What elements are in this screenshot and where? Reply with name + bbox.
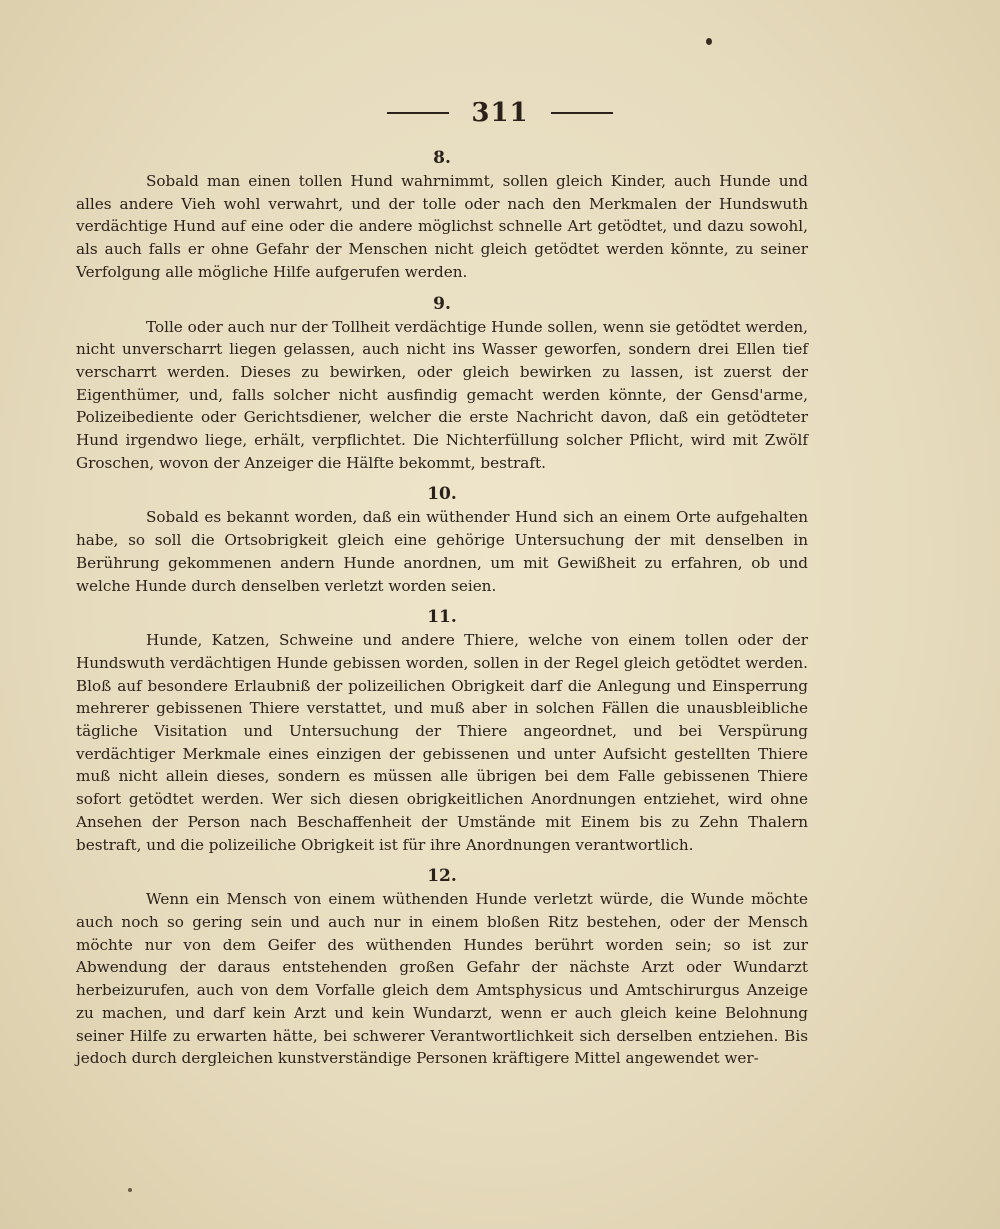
section-text: Hunde, Katzen, Schweine und andere Thiere, welche von einem tollen oder der Hundswuth verdächtigen Hunde gebissen worden, sollen in der Regel gleich getödtet werden. Bloß auf besondere Erlaubniß der polizeilichen Obrigkeit darf die Anlegung und Einsperrung mehrerer gebissenen Thiere verstattet, und muß aber in solchen Fällen die unausbleibliche tägliche Visitation und Untersuchung der Thiere angeordnet, und bei Verspürung verdächtiger Merkmale eines einzigen der gebissenen und unter Aufsicht gestellten Thiere muß nicht allein dieses, sondern es müssen alle übrigen bei dem Falle gebissenen Thiere sofort getödtet werden. Wer sich diesen obrigkeitlichen Anordnungen entziehet, wird ohne Ansehen der Person nach Beschaffenheit der Umstände mit Einem bis zu Zehn Thalern bestraft, und die polizeiliche Obrigkeit ist für ihre Anordnungen verantwortlich.	[76, 631, 808, 854]
section-8	[76, 146, 808, 284]
section-number: 11.	[427, 607, 457, 628]
section-text: Sobald man einen tollen Hund wahrnimmt, sollen gleich Kinder, auch Hunde und alles andere Vieh wohl verwahrt, und der tolle oder nach den Merkmalen der Hundswuth verdächtige Hund auf eine oder die andere möglichst schnelle Art getödtet, und dazu sowohl, als auch falls er ohne Gefahr der Menschen nicht gleich getödtet werden könnte, zu seiner Verfolgung alle mögliche Hilfe aufgerufen werden.	[76, 172, 808, 281]
section-text: Sobald es bekannt worden, daß ein wüthender Hund sich an einem Orte aufgehalten habe, so soll die Ortsobrigkeit gleich eine gehörige Untersuchung der mit denselben in Berührung gekommenen andern Hunde anordnen, um mit Gewißheit zu erfahren, ob und welche Hunde durch denselben verletzt worden seien.	[76, 508, 808, 595]
page-body	[76, 146, 808, 1070]
ink-spot	[128, 1188, 132, 1192]
section-number: 12.	[427, 866, 457, 887]
section-number: 8.	[433, 148, 451, 168]
section-10	[76, 482, 808, 597]
section-text: Tolle oder auch nur der Tollheit verdächtige Hunde sollen, wenn sie getödtet werden, nicht unverscharrt liegen gelassen, auch nicht ins Wasser geworfen, sondern drei Ellen tief verscharrt werden. Dieses zu bewirken, oder gleich bewirken zu lassen, ist zuerst der Eigenthümer, und, falls solcher nicht ausfindig gemacht werden könnte, der Gensd'arme, Polizeibediente oder Gerichtsdiener, welcher die erste Nachricht davon, daß ein getödteter Hund irgendwo liege, erhält, verpflichtet. Die Nichterfüllung solcher Pflicht, wird mit Zwölf Groschen, wovon der Anzeiger die Hälfte bekommt, bestraft.	[76, 317, 808, 472]
section-number: 9.	[433, 293, 451, 314]
page-header	[0, 98, 1000, 128]
section-text: Wenn ein Mensch von einem wüthenden Hunde verletzt würde, die Wunde möchte auch noch so gering sein und auch nur in einem bloßen Ritz bestehen, oder der Mensch möchte nur von dem Geifer des wüthenden Hundes berührt worden sein; so ist zur Abwendung der daraus entstehenden großen Gefahr der nächste Arzt oder Wundarzt herbeizurufen, auch von dem Vorfalle gleich dem Amtsphysicus und Amtschirurgus Anzeige zu machen, und darf kein Arzt und kein Wundarzt, wenn er auch gleich keine Belohnung seiner Hilfe zu erwarten hätte, bei schwerer Verantwortlichkeit sich derselben entziehen. Bis jedoch durch dergleichen kunstverständige Personen kräftigere Mittel angewendet wer-	[76, 890, 808, 1068]
header-rule-left	[387, 112, 449, 114]
section-12	[76, 864, 808, 1070]
section-11	[76, 605, 808, 856]
section-9	[76, 292, 808, 475]
ink-spot	[706, 38, 712, 45]
header-rule-right	[551, 112, 613, 114]
section-number: 10.	[427, 484, 457, 505]
page-number: 311	[471, 98, 529, 128]
